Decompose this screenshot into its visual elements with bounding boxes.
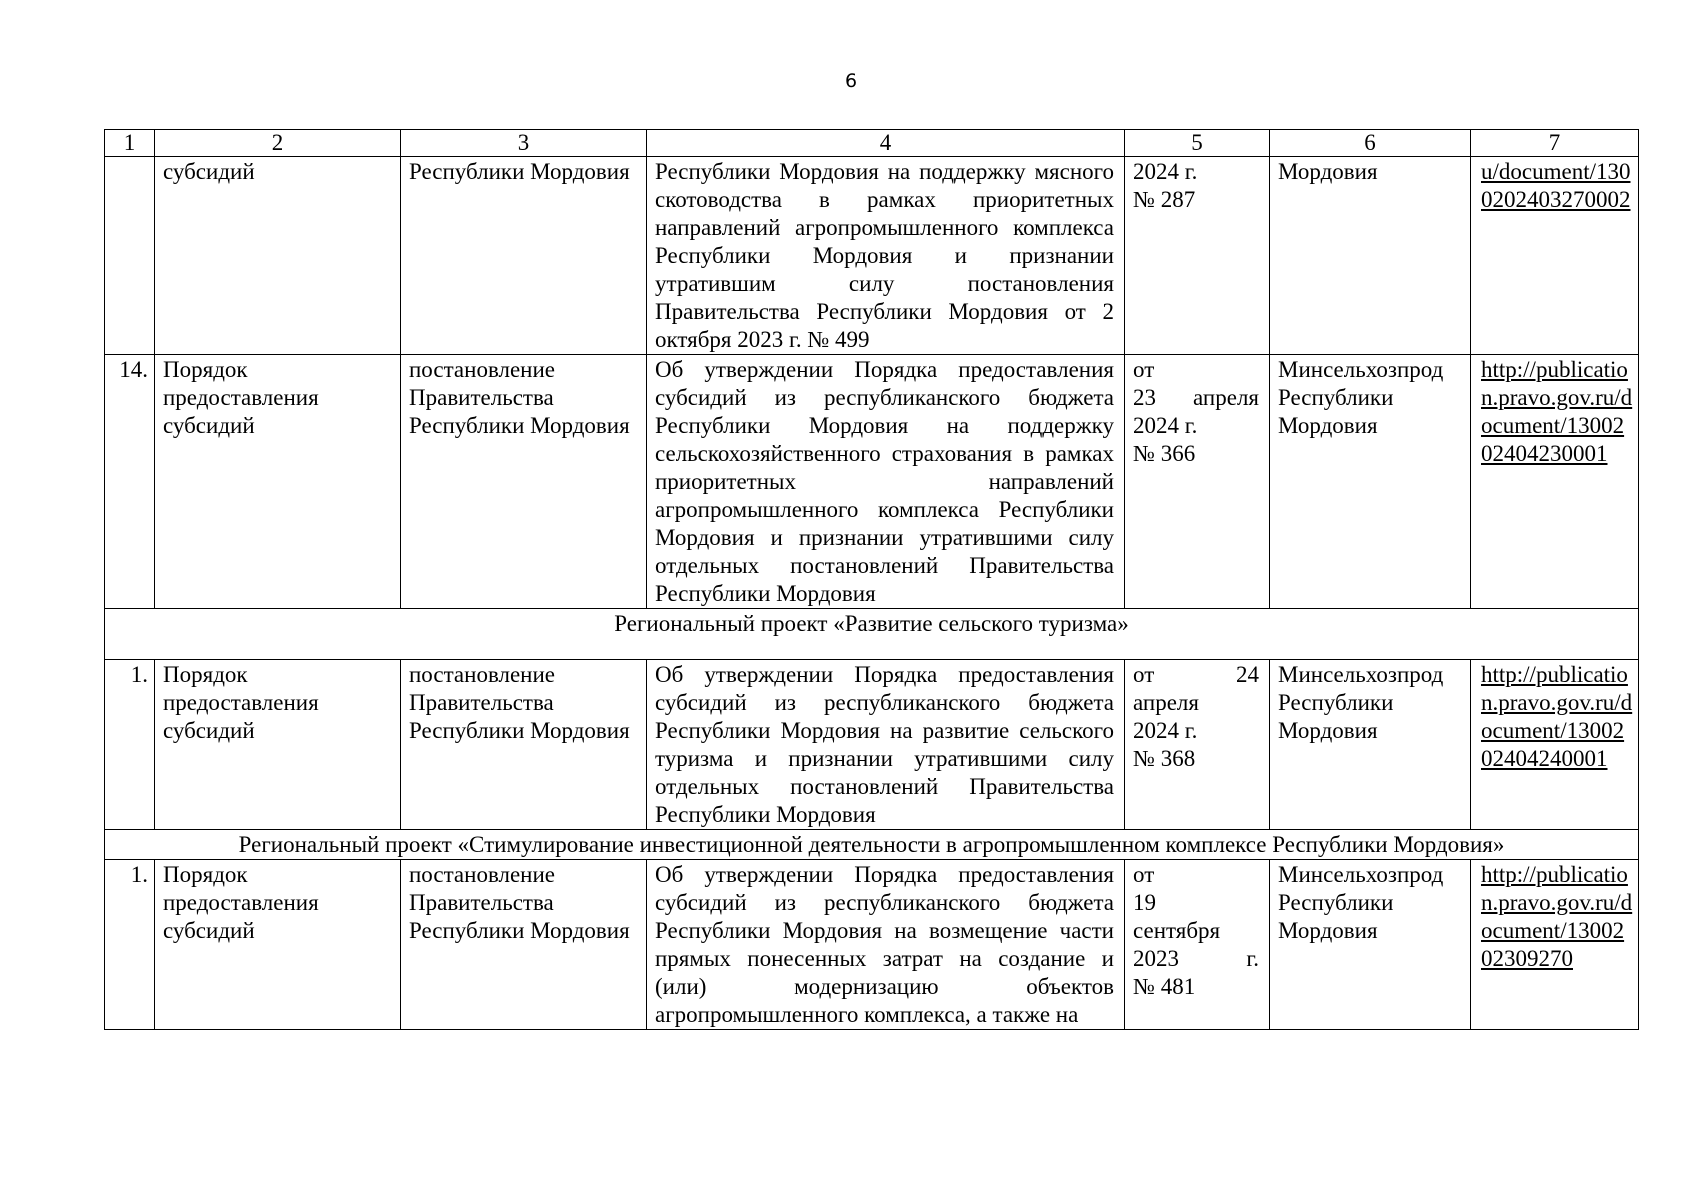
act-date [1125, 157, 1270, 355]
publication-link[interactable]: http://publication.pravo.gov.ru/document/1300202404240001 [1481, 662, 1633, 771]
act-title: Об утверждении Порядка предоставления субсидий из республиканского бюджета Республики Мордовия на развитие сельского туризма и признании утратившими силу отдельных постановлений Правительства Республики Мордовия [647, 660, 1125, 830]
section-row [105, 609, 1639, 660]
publication-link-cell [1471, 660, 1639, 830]
act-number: № 366 [1133, 441, 1196, 466]
executor: Минсельхозпрод Республики Мордовия [1270, 860, 1471, 1030]
act-title: Об утверждении Порядка предоставления субсидий из республиканского бюджета Республики Мордовия на поддержку сельскохозяйственного страхования в рамках приоритетных направлений агропромышленного комплекса Республики Мордовия и признании утратившими силу отдельных постановлений Правительства Республики Мордовия [647, 355, 1125, 609]
act-name: Порядок предоставления субсидий [155, 860, 401, 1030]
act-name: субсидий [155, 157, 401, 355]
column-number: 3 [401, 130, 647, 157]
act-name: Порядок предоставления субсидий [155, 660, 401, 830]
row-number: 14. [105, 355, 155, 609]
table-row [105, 860, 1639, 1030]
act-type: постановление Правительства Республики Мордовия [401, 355, 647, 609]
date-day: 23 [1133, 385, 1156, 410]
date-line: 2024 г. [1133, 413, 1198, 438]
column-number: 5 [1125, 130, 1270, 157]
act-date [1125, 660, 1270, 830]
act-name: Порядок предоставления субсидий [155, 355, 401, 609]
section-title: Региональный проект «Стимулирование инвестиционной деятельности в агропромышленном комплексе Республики Мордовия» [105, 830, 1639, 860]
section-title: Региональный проект «Развитие сельского туризма» [105, 609, 1639, 660]
publication-link[interactable]: http://publication.pravo.gov.ru/document/1300202309270 [1481, 862, 1633, 971]
row-number: 1. [105, 660, 155, 830]
date-day: 19 [1133, 890, 1156, 915]
act-title: Республики Мордовия на поддержку мясного скотоводства в рамках приоритетных направлений агропромышленного комплекса Республики Мордовия и признании утратившим силу постановления Правительства Республики Мордовия от 2 октября 2023 г. № 499 [647, 157, 1125, 355]
date-month: сентября [1133, 918, 1221, 943]
column-number: 2 [155, 130, 401, 157]
executor: Минсельхозпрод Республики Мордовия [1270, 660, 1471, 830]
publication-link-cell [1471, 860, 1639, 1030]
act-title: Об утверждении Порядка предоставления субсидий из республиканского бюджета Республики Мордовия на возмещение части прямых понесенных затрат на создание и (или) модернизацию объектов агропромышленного комплекса, а также на [647, 860, 1125, 1030]
act-date [1125, 355, 1270, 609]
executor: Минсельхозпрод Республики Мордовия [1270, 355, 1471, 609]
column-numbers-row [105, 130, 1639, 157]
date-line: 2024 г. [1133, 159, 1198, 184]
publication-link[interactable]: u/document/1300202403270002 [1481, 159, 1631, 212]
table-row [105, 157, 1639, 355]
date-month: апреля [1133, 690, 1199, 715]
column-number: 6 [1270, 130, 1471, 157]
document-table [104, 129, 1639, 1030]
publication-link[interactable]: http://publication.pravo.gov.ru/document/1300202404230001 [1481, 357, 1633, 466]
act-number: № 481 [1133, 974, 1196, 999]
section-row [105, 830, 1639, 860]
date-day: 24 [1236, 662, 1259, 687]
row-number: 1. [105, 860, 155, 1030]
column-number: 4 [647, 130, 1125, 157]
date-line: от [1133, 357, 1155, 382]
date-year-suffix: г. [1246, 946, 1259, 971]
act-date [1125, 860, 1270, 1030]
table-row [105, 355, 1639, 609]
publication-link-cell [1471, 157, 1639, 355]
act-type: постановление Правительства Республики Мордовия [401, 660, 647, 830]
column-number: 7 [1471, 130, 1639, 157]
row-number [105, 157, 155, 355]
date-prefix: от [1133, 662, 1155, 687]
date-year: 2023 [1133, 946, 1179, 971]
act-type: Республики Мордовия [401, 157, 647, 355]
date-line: 2024 г. [1133, 718, 1198, 743]
date-month: апреля [1193, 385, 1259, 410]
executor: Мордовия [1270, 157, 1471, 355]
act-type: постановление Правительства Республики Мордовия [401, 860, 647, 1030]
act-number: № 368 [1133, 746, 1196, 771]
date-line [1133, 384, 1259, 412]
column-number: 1 [105, 130, 155, 157]
date-line [1133, 661, 1259, 689]
date-line [1133, 945, 1259, 973]
publication-link-cell [1471, 355, 1639, 609]
page-number: 6 [844, 70, 858, 92]
date-line: от [1133, 862, 1155, 887]
act-number: № 287 [1133, 187, 1196, 212]
table-row [105, 660, 1639, 830]
